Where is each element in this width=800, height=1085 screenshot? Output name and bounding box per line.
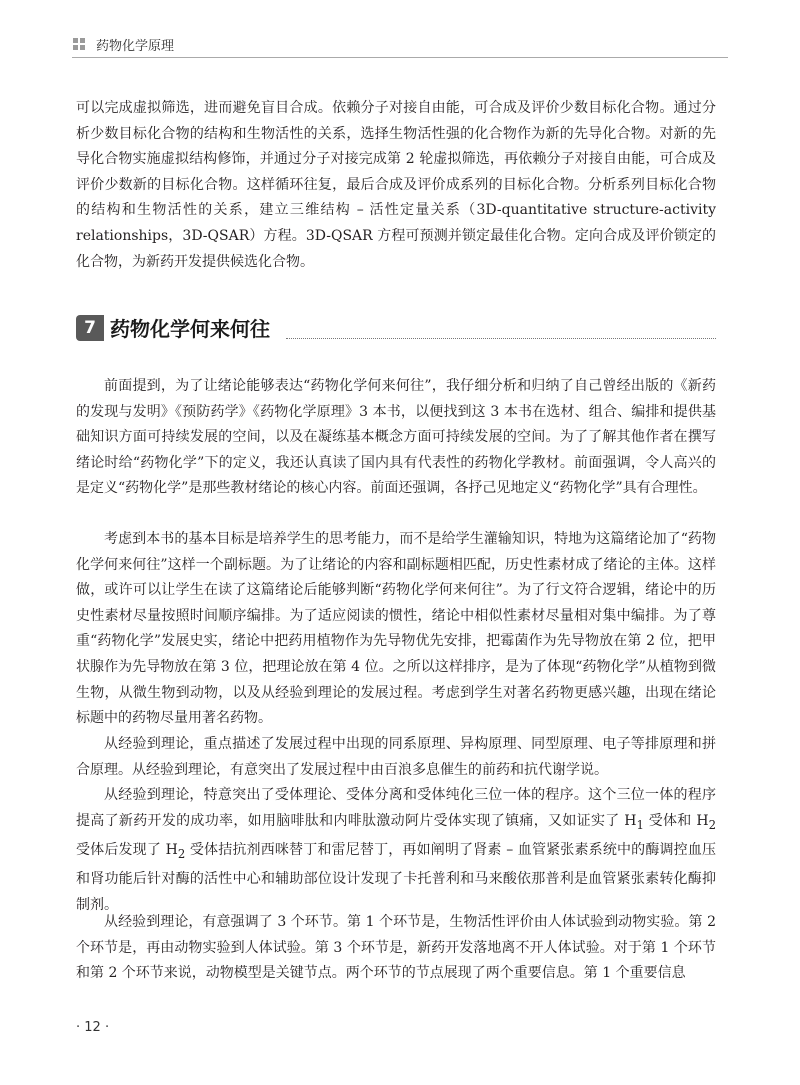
section-rule	[286, 338, 716, 339]
intro-paragraph: 可以完成虚拟筛选，进而避免盲目合成。依赖分子对接自由能，可合成及评价少数目标化合物。通过分析少数目标化合物的结构和生物活性的关系，选择生物活性强的化合物作为新的先导化合物。对新的先导化合物实施虚拟结构修饰，并通过分子对接完成第 2 轮虚拟筛选，再依赖分子对接自由能，可合成及评价少数新的目标化合物。这样循环往复，最后合成及评价成系列的目标化合物。分析系列目标化合物的结构和生物活性的关系，建立三维结构 – 活性定量关系（3D-quantitative structure-activity relationships，3D-QSAR）方程。3D-QSAR 方程可预测并锁定最佳化合物。定向合成及评价锁定的化合物，为新药开发提供候选化合物。	[76, 100, 716, 270]
subscript-h1: 1	[636, 817, 644, 832]
paragraph-receptor-theory	[76, 783, 716, 919]
header-divider	[72, 57, 728, 58]
receptor-text-3: 受体后发现了 H	[76, 841, 178, 858]
paragraph-three-stages: 从经验到理论，有意强调了 3 个环节。第 1 个环节是，生物活性评价由人体试验到动物实验。第 2 个环节是，再由动物实验到人体试验。第 3 个环节是，新药开发落地离不开人体试验。对于第 1 个环节和第 2 个环节来说，动物模型是关键节点。两个环节的节点展现了两个重要信息。第 1 个重要信息	[76, 914, 716, 982]
section-heading	[76, 312, 716, 344]
section-title: 药物化学何来何往	[110, 317, 270, 341]
section-number: 7	[76, 315, 104, 341]
paragraph-book-goal: 考虑到本书的基本目标是培养学生的思考能力，而不是给学生灌输知识，特地为这篇绪论加了“药物化学何来何往”这样一个副标题。为了让绪论的内容和副标题相匹配，历史性素材成了绪论的主体。这样做，或许可以让学生在读了这篇绪论后能够判断“药物化学何来何往”。为了行文符合逻辑，绪论中的历史性素材尽量按照时间顺序编排。为了适应阅读的惯性，绪论中相似性素材尽量相对集中编排。为了尊重“药物化学”发展史实，绪论中把药用植物作为先导物优先安排，把霉菌作为先导物放在第 2 位，把甲状腺作为先导物放在第 3 位，把理论放在第 4 位。之所以这样排序，是为了体现“药物化学”从植物到微生物，从微生物到动物，以及从经验到理论的发展过程。考虑到学生对著名药物更感兴趣，出现在绪论标题中的药物尽量用著名药物。	[76, 531, 716, 727]
receptor-text-4: 受体拮抗剂西咪替丁和雷尼替丁，再如阐明了肾素 – 血管紧张素系统中的酶调控血压和肾功能后针对酶的活性中心和辅助部位设计发现了卡托普利和马来酸依那普利是血管紧张素转化酶抑制剂。	[76, 841, 716, 913]
page-header	[0, 0, 800, 60]
subscript-h2-antagonist: 2	[177, 846, 186, 861]
running-title: 药物化学原理	[96, 39, 175, 54]
page-number: · 12 ·	[76, 1020, 110, 1035]
receptor-text-2: 受体和 H	[643, 812, 709, 829]
subscript-h2: 2	[708, 817, 716, 832]
paragraph-principles: 从经验到理论，重点描述了发展过程中出现的同系原理、异构原理、同型原理、电子等排原理和拼合原理。从经验到理论，有意突出了发展过程中由百浪多息催生的前药和抗代谢学说。	[76, 736, 716, 778]
paragraph-intro-motivation: 前面提到，为了让绪论能够表达“药物化学何来何往”，我仔细分析和归纳了自己曾经出版的《新药的发现与发明》《预防药学》《药物化学原理》3 本书，以便找到这 3 本书在选材、组合、编排和提供基础知识方面可持续发展的空间，以及在凝练基本概念方面可持续发展的空间。为了了解其他作者在撰写绪论时给“药物化学”下的定义，我还认真读了国内具有代表性的药物化学教材。前面强调，令人高兴的是定义“药物化学”是那些教材绪论的核心内容。前面还强调，各抒己见地定义“药物化学”具有合理性。	[76, 378, 716, 497]
receptor-text-1: 从经验到理论，特意突出了受体理论、受体分离和受体纯化三位一体的程序。这个三位一体的程序提高了新药开发的成功率，如用脑啡肽和内啡肽激动阿片受体实现了镇痛，又如证实了 H	[76, 787, 716, 829]
grid-icon	[73, 38, 87, 50]
